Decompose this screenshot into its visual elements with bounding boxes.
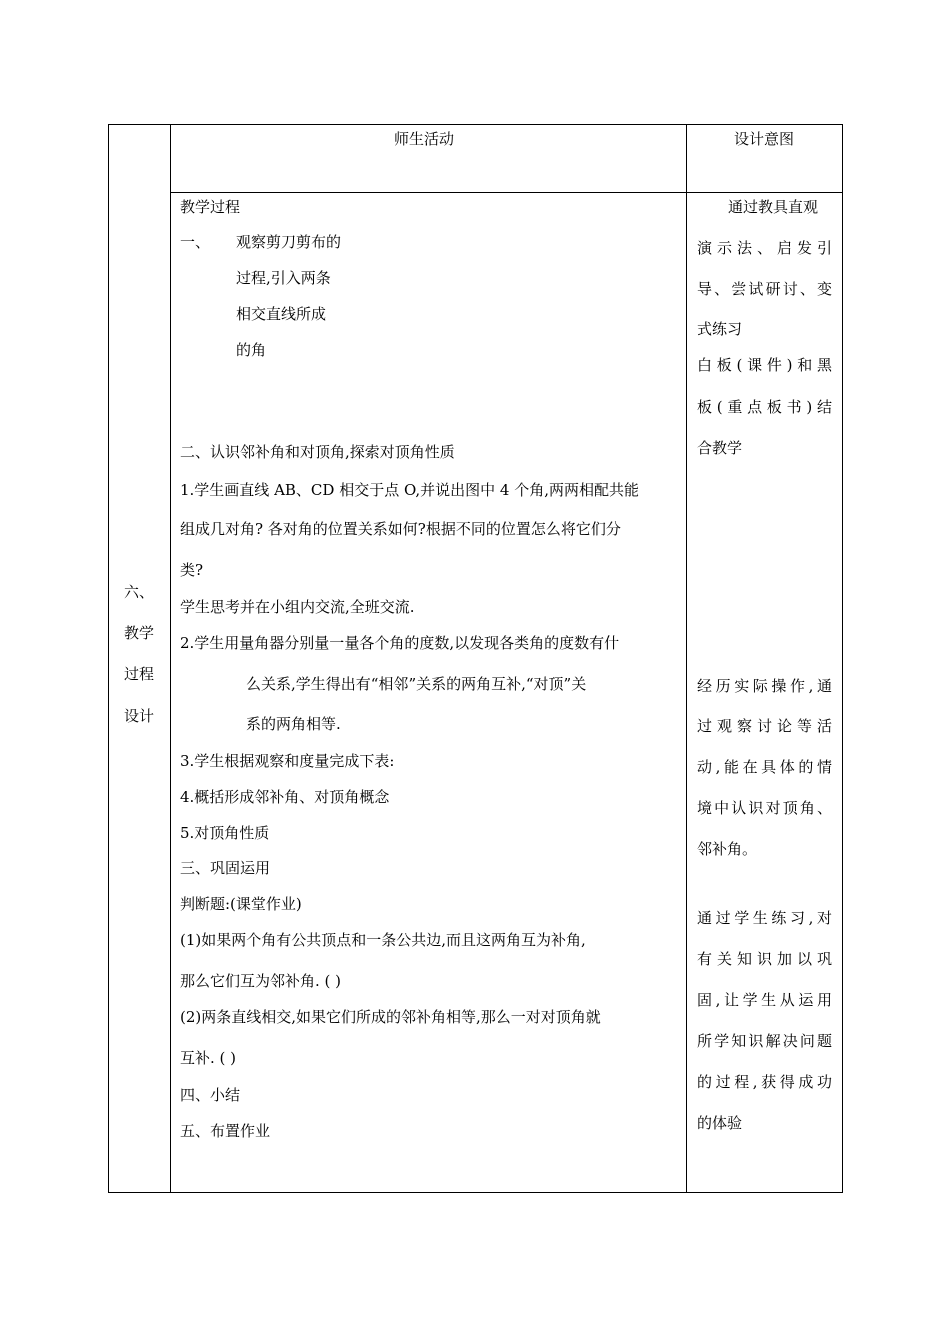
intent1-line5: 白板(课件)和黑 <box>697 356 832 374</box>
part1-line1: 观察剪刀剪布的 <box>236 233 342 251</box>
intent2-line4: 境中认识对顶角、 <box>697 799 832 817</box>
intent3-line2: 有关知识加以巩 <box>697 950 832 968</box>
part4-heading: 四、小结 <box>180 1086 241 1104</box>
item2-line1: 2.学生用量角器分别量一量各个角的度数,以发现各类角的度数有什 <box>180 634 620 652</box>
question2-line2: 互补. ( ) <box>180 1049 237 1067</box>
table-top-border <box>108 124 843 125</box>
header-row-divider <box>170 192 843 193</box>
table-bottom-border <box>108 1192 843 1193</box>
table-right-border <box>842 124 843 1192</box>
intent1-line6: 板(重点板书)结 <box>697 398 832 416</box>
intent3-line1: 通过学生练习,对 <box>697 909 832 927</box>
part1-number: 一、 <box>180 233 211 251</box>
item1-line3: 类? <box>180 561 204 579</box>
intent2-line1: 经历实际操作,通 <box>697 677 832 695</box>
section-label-process: 过程 <box>124 665 155 683</box>
intent1-line1: 通过教具直观 <box>728 198 819 216</box>
teaching-process-title: 教学过程 <box>180 198 241 216</box>
intent2-line2: 过观察讨论等活 <box>697 717 832 735</box>
intent1-line3: 导、尝试研讨、变 <box>697 280 832 298</box>
part1-line4: 的角 <box>236 341 267 359</box>
intent2-line5: 邻补角。 <box>697 840 758 858</box>
section-label-number: 六、 <box>124 583 155 601</box>
intent-column-divider <box>686 124 687 1192</box>
question1-line2: 那么它们互为邻补角. ( ) <box>180 972 342 990</box>
part2-heading: 二、认识邻补角和对顶角,探索对顶角性质 <box>180 443 455 461</box>
header-design-intent: 设计意图 <box>734 130 795 148</box>
part5-heading: 五、布置作业 <box>180 1122 271 1140</box>
question2-line1: (2)两条直线相交,如果它们所成的邻补角相等,那么一对对顶角就 <box>180 1008 601 1026</box>
intent3-line3: 固,让学生从运用 <box>697 991 832 1009</box>
intent1-line2: 演示法、启发引 <box>697 239 832 257</box>
intent1-line7: 合教学 <box>697 439 743 457</box>
item1-line1: 1.学生画直线 AB、CD 相交于点 O,并说出图中 4 个角,两两相配共能 <box>180 481 640 499</box>
discussion-line: 学生思考并在小组内交流,全班交流. <box>180 598 415 616</box>
question1-line1: (1)如果两个角有公共顶点和一条公共边,而且这两角互为补角, <box>180 931 586 949</box>
section-label-design: 设计 <box>124 707 155 725</box>
intent2-line3: 动,能在具体的情 <box>697 758 832 776</box>
intent1-line4: 式练习 <box>697 320 743 338</box>
item3-line: 3.学生根据观察和度量完成下表: <box>180 752 395 770</box>
judgment-heading: 判断题:(课堂作业) <box>180 895 302 913</box>
part1-line3: 相交直线所成 <box>236 305 327 323</box>
item2-line2: 么关系,学生得出有“相邻”关系的两角互补,“对顶”关 <box>246 675 587 693</box>
intent3-line4: 所学知识解决问题 <box>697 1032 832 1050</box>
item5-line: 5.对顶角性质 <box>180 824 270 842</box>
intent3-line6: 的体验 <box>697 1114 743 1132</box>
part1-line2: 过程,引入两条 <box>236 269 331 287</box>
item1-line2: 组成几对角? 各对角的位置关系如何?根据不同的位置怎么将它们分 <box>180 520 621 538</box>
item2-line3: 系的两角相等. <box>246 715 341 733</box>
header-teacher-student-activity: 师生活动 <box>394 130 455 148</box>
part3-heading: 三、巩固运用 <box>180 859 271 877</box>
intent3-line5: 的过程,获得成功 <box>697 1073 832 1091</box>
section-label-teaching: 教学 <box>124 624 155 642</box>
table-left-border <box>108 124 109 1192</box>
item4-line: 4.概括形成邻补角、对顶角概念 <box>180 788 390 806</box>
label-column-divider <box>170 124 171 1192</box>
